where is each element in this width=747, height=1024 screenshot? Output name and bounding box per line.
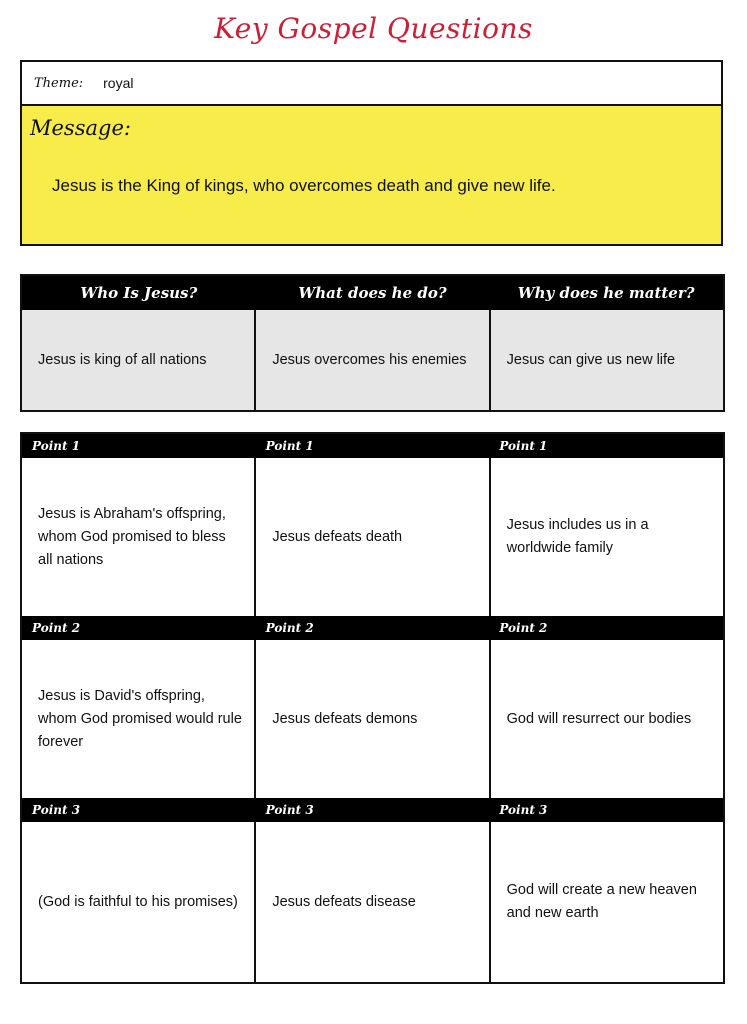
point-label: Point 1 xyxy=(265,439,314,453)
point-label: Point 2 xyxy=(32,621,81,635)
point-2-who: Jesus is David's offspring, whom God promised would rule forever xyxy=(38,687,242,750)
theme-value: royal xyxy=(103,75,134,91)
questions-answer-row xyxy=(22,310,723,410)
point-label: Point 1 xyxy=(32,439,81,453)
theme-message-box xyxy=(20,60,723,246)
point-label: Point 2 xyxy=(265,621,314,635)
page-title: Key Gospel Questions xyxy=(214,12,533,45)
point-label: Point 2 xyxy=(499,621,548,635)
header-what-does-he-do: What does he do? xyxy=(298,284,447,302)
message-text: Jesus is the King of kings, who overcomes death and give new life. xyxy=(52,176,556,195)
theme-label: Theme: xyxy=(34,75,84,91)
point-label: Point 3 xyxy=(499,803,548,817)
point-2-why: God will resurrect our bodies xyxy=(489,640,723,798)
theme-row xyxy=(22,62,721,106)
questions-header-row xyxy=(22,276,723,310)
point-1-why: Jesus includes us in a worldwide family xyxy=(489,458,723,616)
point-label: Point 3 xyxy=(32,803,81,817)
point-3-who: (God is faithful to his promises) xyxy=(38,893,238,910)
header-why-does-he-matter: Why does he matter? xyxy=(517,284,695,302)
point-label: Point 1 xyxy=(499,439,548,453)
point-1-row xyxy=(22,458,723,616)
point-2-what: Jesus defeats demons xyxy=(254,640,488,798)
point-1-what: Jesus defeats death xyxy=(254,458,488,616)
answer-what: Jesus overcomes his enemies xyxy=(254,310,488,410)
point-1-header-row xyxy=(22,434,723,458)
point-3-row xyxy=(22,822,723,982)
header-who-is-jesus: Who Is Jesus? xyxy=(80,284,198,302)
point-3-why: God will create a new heaven and new earth xyxy=(489,822,723,982)
point-3-what: Jesus defeats disease xyxy=(254,822,488,982)
point-3-header-row xyxy=(22,798,723,822)
point-label: Point 3 xyxy=(265,803,314,817)
answer-who: Jesus is king of all nations xyxy=(38,352,207,368)
point-2-header-row xyxy=(22,616,723,640)
questions-table xyxy=(20,274,725,412)
message-label: Message: xyxy=(30,116,131,140)
point-2-row xyxy=(22,640,723,798)
point-1-who: Jesus is Abraham's offspring, whom God promised to bless all nations xyxy=(38,505,226,568)
message-panel xyxy=(22,106,721,244)
points-table xyxy=(20,432,725,984)
answer-why: Jesus can give us new life xyxy=(489,310,723,410)
